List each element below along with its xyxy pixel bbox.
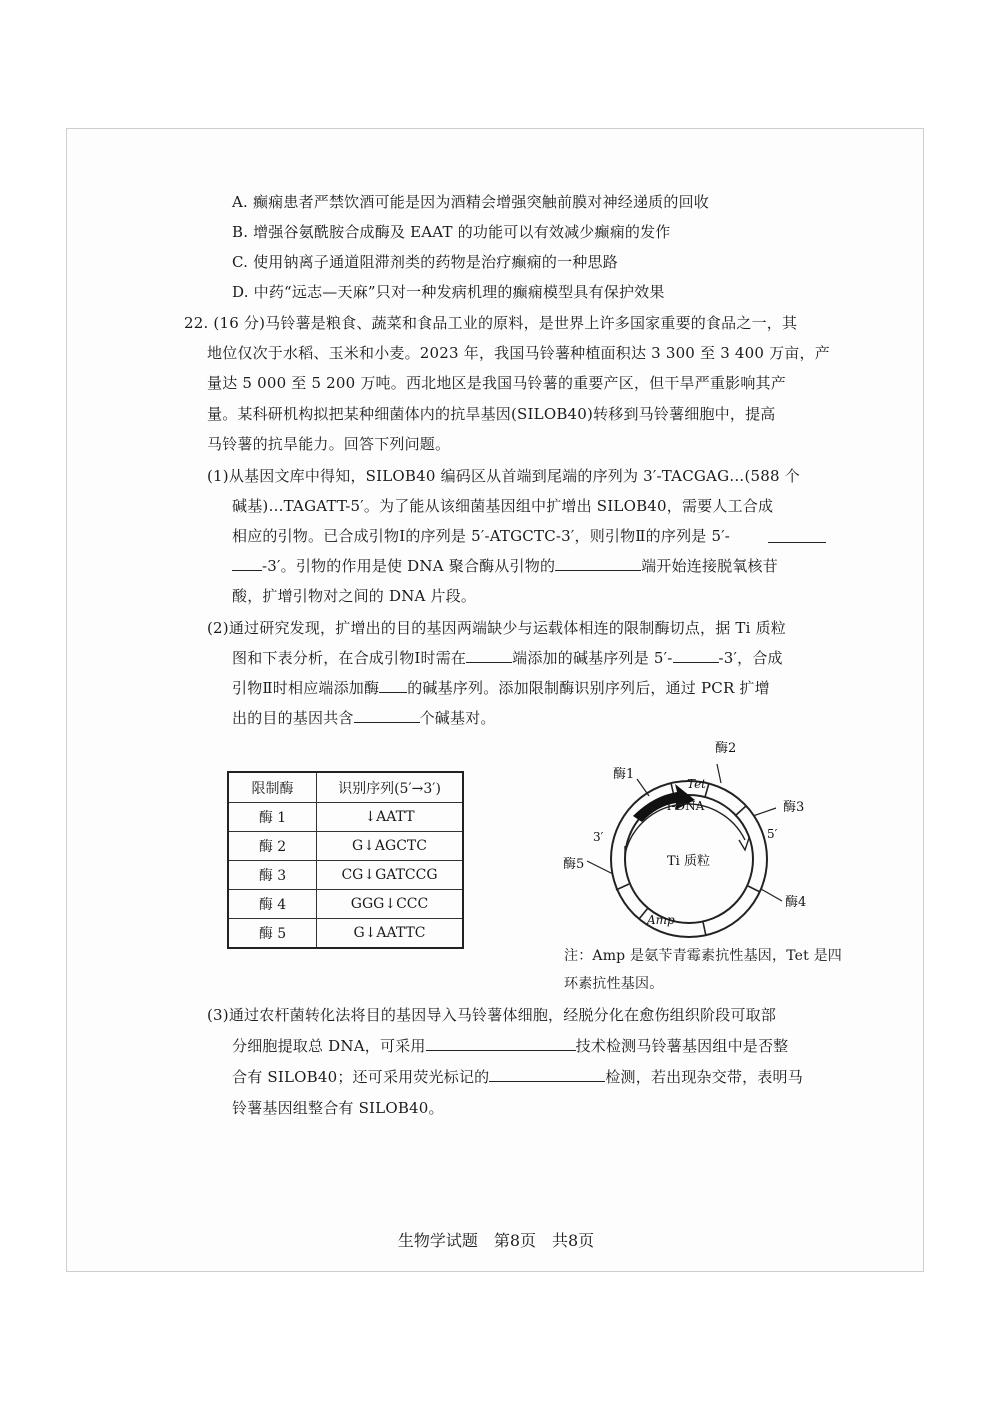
table-cell: 酶 1 (228, 803, 317, 832)
table-row (228, 919, 463, 949)
table-cell: GGG↓CCC (317, 890, 464, 919)
tdna-label: T-DNA (665, 799, 705, 813)
answer-blank[interactable] (354, 708, 420, 723)
table-cell: 酶 2 (228, 832, 317, 861)
table-cell: CG↓GATCCG (317, 861, 464, 890)
table-header-row (228, 772, 463, 803)
ti-plasmid-diagram (555, 736, 845, 946)
q22-intro-line: 量。某科研机构拟把某种细菌体内的抗旱基因(SILOB40)转移到马铃薯细胞中，提高 (207, 405, 776, 423)
table-row (228, 832, 463, 861)
p1-line: 相应的引物。已合成引物Ⅰ的序列是 5′-ATGCTC-3′，则引物Ⅱ的序列是 5′- (232, 527, 731, 545)
enzyme4-label: 酶4 (785, 895, 807, 910)
q22-intro-line: 马铃薯的抗旱能力。回答下列问题。 (207, 435, 451, 453)
enzyme2-label: 酶2 (715, 741, 737, 756)
p3-line: 合有 SILOB40；还可采用荧光标记的 检测，若出现杂交带，表明马 (232, 1068, 803, 1086)
answer-blank[interactable] (768, 528, 826, 543)
option-c: C. 使用钠离子通道阻滞剂类的药物是治疗癫痫的一种思路 (232, 253, 618, 271)
table-row (228, 890, 463, 919)
table-row (228, 803, 463, 832)
answer-blank[interactable] (489, 1067, 605, 1082)
amp-label: Amp (647, 913, 675, 927)
five-prime-label: 5′ (767, 827, 778, 841)
p3-line: 分细胞提取总 DNA，可采用 技术检测马铃薯基因组中是否整 (232, 1037, 789, 1055)
enzyme5-label: 酶5 (563, 857, 585, 872)
table-cell: ↓AATT (317, 803, 464, 832)
p1-line: -3′。引物的作用是使 DNA 聚合酶从引物的 端开始连接脱氧核苷 (232, 556, 778, 576)
p2-line: (2)通过研究发现，扩增出的目的基因两端缺少与运载体相连的限制酶切点，据 Ti 质粒 (207, 619, 786, 637)
restriction-enzyme-table (227, 771, 464, 949)
table-row (228, 861, 463, 890)
table-header: 限制酶 (228, 772, 317, 803)
enzyme1-label: 酶1 (613, 767, 635, 782)
q22-intro-line: 量达 5 000 至 5 200 万吨。西北地区是我国马铃薯的重要产区，但干旱严重影响其产 (207, 374, 786, 392)
q22-intro-line: 22. (16 分)马铃薯是粮食、蔬菜和食品工业的原料，是世界上许多国家重要的食品之一，其 (184, 314, 798, 332)
plasmid-note: 注：Amp 是氨苄青霉素抗性基因，Tet 是四 (564, 948, 843, 964)
answer-blank[interactable] (466, 648, 512, 663)
q22-intro-line: 地位仅次于水稻、玉米和小麦。2023 年，我国马铃薯种植面积达 3 300 至 3 400 万亩，产 (207, 344, 830, 362)
tdna-arrowhead (739, 838, 749, 850)
p3-line: (3)通过农杆菌转化法将目的基因导入马铃薯体细胞，经脱分化在愈伤组织阶段可取部 (207, 1006, 777, 1024)
p1-line: 酸，扩增引物对之间的 DNA 片段。 (232, 587, 477, 605)
enzyme3-label: 酶3 (783, 800, 805, 815)
page-footer: 生物学试题 第8页 共8页 (397, 1231, 595, 1250)
answer-blank[interactable] (555, 556, 641, 571)
option-b: B. 增强谷氨酰胺合成酶及 EAAT 的功能可以有效减少癫痫的发作 (232, 223, 671, 241)
p1-line: (1)从基因文库中得知，SILOB40 编码区从首端到尾端的序列为 3′-TACGAG…(588 个 (207, 467, 800, 485)
ti-plasmid-label: Ti 质粒 (667, 854, 710, 869)
table-cell: 酶 4 (228, 890, 317, 919)
table-cell: 酶 5 (228, 919, 317, 949)
option-d: D. 中药“远志—天麻”只对一种发病机理的癫痫模型具有保护效果 (232, 283, 665, 301)
answer-blank[interactable] (426, 1036, 576, 1051)
answer-blank[interactable] (379, 678, 407, 693)
p2-line: 引物Ⅱ时相应端添加酶 的碱基序列。添加限制酶识别序列后，通过 PCR 扩增 (232, 679, 770, 697)
p1-line: 碱基)…TAGATT-5′。为了能从该细菌基因组中扩增出 SILOB40，需要人工合成 (232, 497, 774, 515)
answer-blank[interactable] (673, 648, 719, 663)
table-cell: G↓AATTC (317, 919, 464, 949)
table-header: 识别序列(5′→3′) (317, 772, 464, 803)
table-cell: G↓AGCTC (317, 832, 464, 861)
plasmid-note: 环素抗性基因。 (564, 976, 664, 992)
p2-line: 图和下表分析，在合成引物Ⅰ时需在 端添加的碱基序列是 5′- -3′，合成 (232, 649, 783, 667)
option-a: A. 癫痫患者严禁饮酒可能是因为酒精会增强突触前膜对神经递质的回收 (232, 193, 709, 211)
p2-line: 出的目的基因共含 个碱基对。 (232, 709, 496, 727)
table-cell: 酶 3 (228, 861, 317, 890)
p3-line: 铃薯基因组整合有 SILOB40。 (232, 1099, 444, 1117)
three-prime-label: 3′ (593, 830, 604, 844)
tet-label: Tet (687, 777, 706, 791)
answer-blank[interactable] (232, 556, 262, 571)
